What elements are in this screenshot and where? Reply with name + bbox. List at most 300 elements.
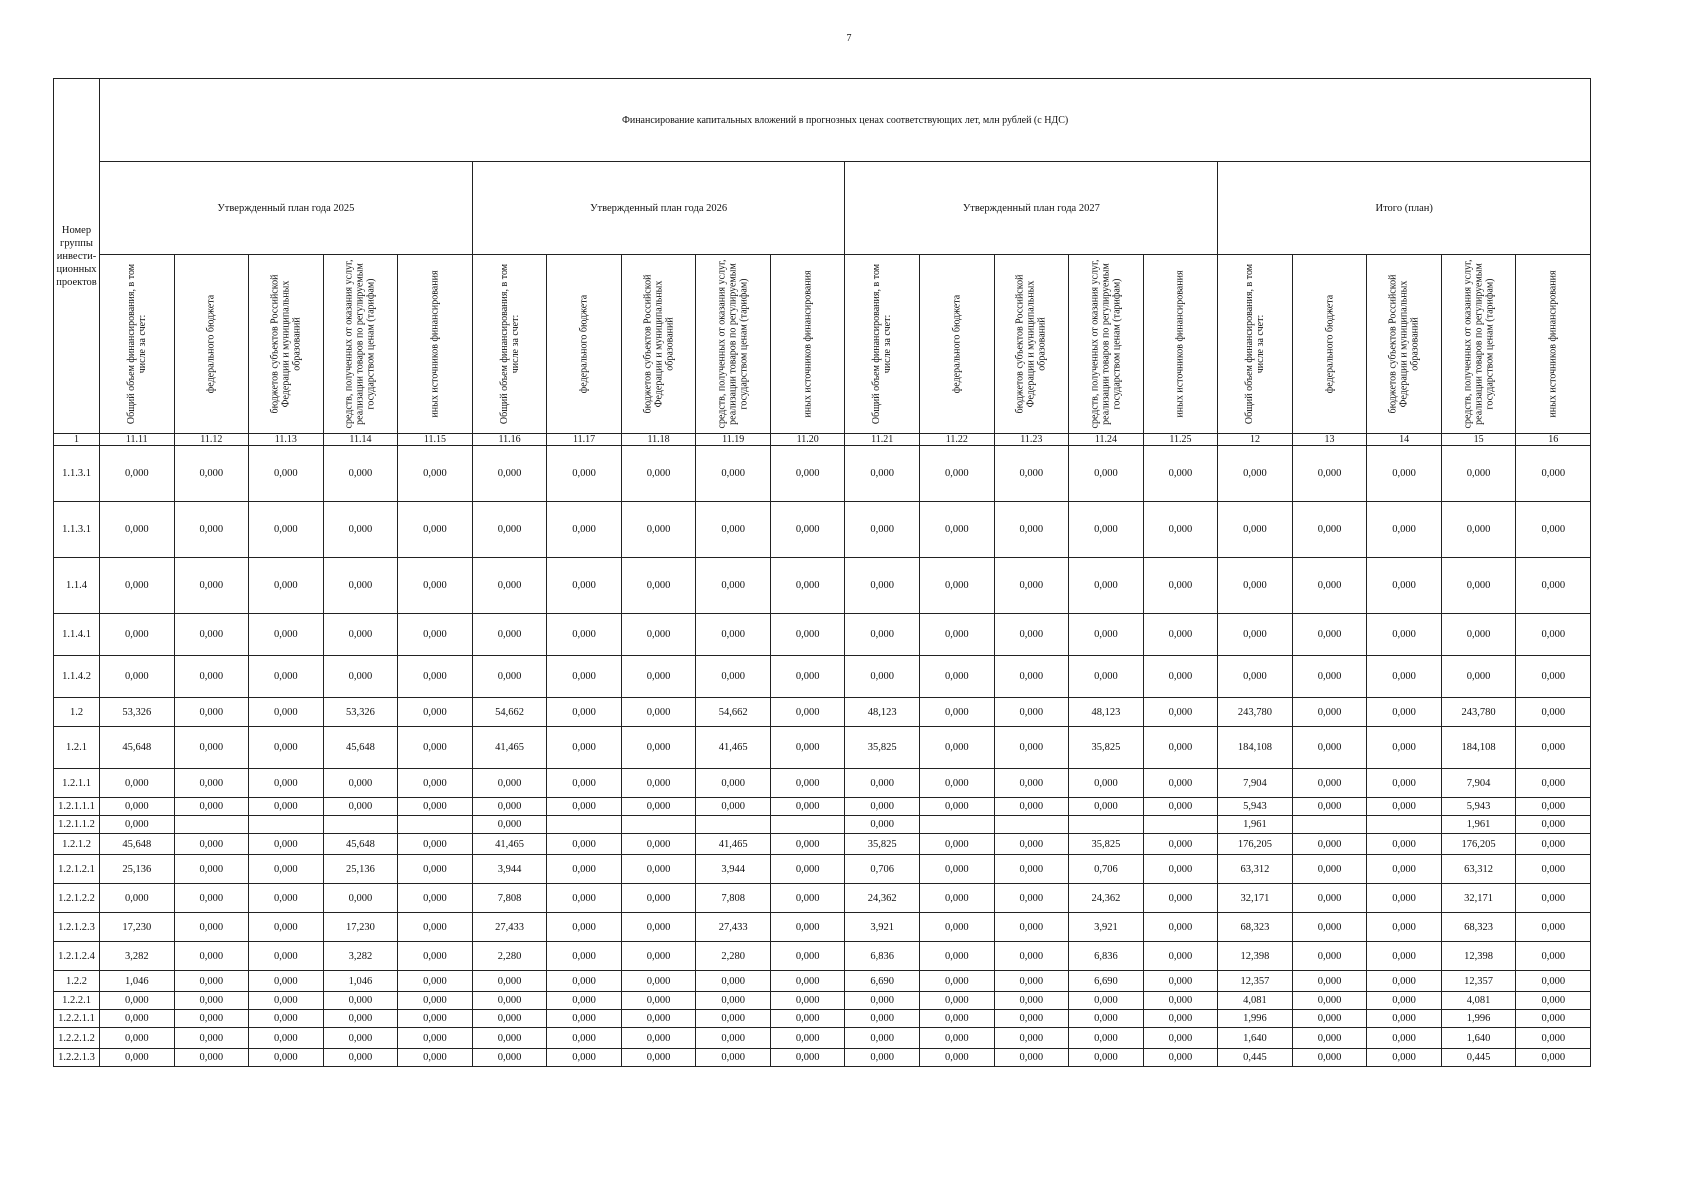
table-row: [54, 834, 1591, 855]
value-cell: 35,825: [845, 727, 920, 769]
value-cell: 0,000: [249, 1028, 324, 1049]
value-cell: 0,000: [621, 558, 696, 614]
value-cell: 0,000: [547, 855, 622, 884]
value-cell: 0,000: [174, 834, 249, 855]
value-cell: 0,000: [696, 502, 771, 558]
value-cell: 0,000: [1292, 1049, 1367, 1067]
value-cell: 0,000: [1367, 884, 1442, 913]
value-cell: 0,000: [920, 698, 995, 727]
value-cell: 0,000: [696, 798, 771, 816]
value-cell: 27,433: [472, 913, 547, 942]
value-cell: 0,000: [547, 992, 622, 1010]
value-cell: 0,000: [174, 727, 249, 769]
value-cell: 0,000: [994, 1049, 1069, 1067]
value-cell: 0,000: [100, 798, 175, 816]
value-cell: 0,000: [1069, 992, 1144, 1010]
sub-column-header: [696, 255, 771, 434]
value-cell: 0,000: [398, 727, 473, 769]
value-cell: 0,706: [845, 855, 920, 884]
value-cell: 12,398: [1441, 942, 1516, 971]
column-numbers-row: [54, 434, 1591, 446]
value-cell: [920, 816, 995, 834]
value-cell: 1,640: [1441, 1028, 1516, 1049]
sub-column-header: [1292, 255, 1367, 434]
value-cell: 0,000: [845, 446, 920, 502]
value-cell: 0,000: [1516, 446, 1591, 502]
table-row: [54, 913, 1591, 942]
value-cell: 0,000: [621, 942, 696, 971]
value-cell: 0,000: [1143, 614, 1218, 656]
value-cell: 53,326: [100, 698, 175, 727]
value-cell: 0,000: [249, 446, 324, 502]
sub-column-header: [472, 255, 547, 434]
value-cell: 3,921: [1069, 913, 1144, 942]
value-cell: 0,000: [547, 727, 622, 769]
sub-column-label: бюджетов субъектов Российской Федерации и муниципальных образований: [642, 274, 676, 414]
sub-column-label: иных источников финансирования: [1547, 270, 1559, 418]
value-cell: 0,000: [696, 992, 771, 1010]
value-cell: 0,000: [920, 942, 995, 971]
value-cell: 243,780: [1441, 698, 1516, 727]
sub-column-label: Общий объем финансирования, в том числе за счет:: [1243, 263, 1266, 425]
value-cell: 0,000: [1516, 502, 1591, 558]
value-cell: 0,000: [1292, 698, 1367, 727]
value-cell: [1367, 816, 1442, 834]
value-cell: 0,000: [1218, 558, 1293, 614]
value-cell: 0,000: [174, 798, 249, 816]
value-cell: 0,000: [100, 1049, 175, 1067]
value-cell: 0,000: [249, 992, 324, 1010]
sub-column-label: средств, полученных от оказания услуг, реализации товаров по регулируемым государством ценам (тарифам): [1462, 259, 1496, 429]
value-cell: 0,000: [249, 656, 324, 698]
table-row: [54, 698, 1591, 727]
value-cell: 0,000: [621, 727, 696, 769]
value-cell: 0,000: [994, 834, 1069, 855]
value-cell: 0,000: [994, 1010, 1069, 1028]
value-cell: 0,000: [1292, 913, 1367, 942]
value-cell: 0,000: [1516, 971, 1591, 992]
value-cell: 0,000: [398, 798, 473, 816]
year-group-header: Итого (план): [1218, 162, 1591, 255]
value-cell: 0,000: [547, 913, 622, 942]
sub-column-header: [1516, 255, 1591, 434]
sub-column-header: [323, 255, 398, 434]
value-cell: 0,000: [100, 992, 175, 1010]
value-cell: 0,000: [1516, 1049, 1591, 1067]
column-number-cell: 11.19: [696, 434, 771, 446]
table-row: [54, 769, 1591, 798]
value-cell: 0,000: [398, 1028, 473, 1049]
value-cell: 0,000: [845, 1010, 920, 1028]
table-row: [54, 1010, 1591, 1028]
value-cell: 0,000: [1143, 992, 1218, 1010]
year-group-header: Утвержденный план года 2027: [845, 162, 1218, 255]
page-number: 7: [846, 33, 852, 44]
value-cell: 35,825: [1069, 727, 1144, 769]
value-cell: 0,000: [323, 502, 398, 558]
value-cell: 0,000: [1441, 656, 1516, 698]
group-number-cell: 1.2.1.2.2: [54, 884, 100, 913]
value-cell: 0,000: [696, 971, 771, 992]
value-cell: 0,000: [994, 913, 1069, 942]
value-cell: 0,000: [323, 798, 398, 816]
value-cell: 0,000: [621, 1010, 696, 1028]
sub-column-header: [920, 255, 995, 434]
value-cell: [323, 816, 398, 834]
value-cell: 0,000: [1516, 1010, 1591, 1028]
value-cell: 0,000: [1218, 656, 1293, 698]
value-cell: 0,000: [1367, 834, 1442, 855]
table-body: [54, 446, 1591, 1067]
value-cell: 0,000: [994, 558, 1069, 614]
value-cell: [547, 816, 622, 834]
sub-column-label: средств, полученных от оказания услуг, реализации товаров по регулируемым государством ценам (тарифам): [343, 259, 377, 429]
value-cell: 0,000: [770, 446, 845, 502]
value-cell: 0,000: [249, 884, 324, 913]
table-row: [54, 798, 1591, 816]
value-cell: 0,000: [621, 913, 696, 942]
value-cell: 0,000: [1292, 942, 1367, 971]
value-cell: 7,808: [696, 884, 771, 913]
value-cell: 0,000: [621, 1049, 696, 1067]
value-cell: 0,000: [472, 1049, 547, 1067]
value-cell: 0,000: [1516, 913, 1591, 942]
value-cell: 0,000: [1292, 614, 1367, 656]
value-cell: 0,000: [249, 769, 324, 798]
sub-column-label: иных источников финансирования: [429, 270, 441, 418]
value-cell: 0,000: [1516, 769, 1591, 798]
value-cell: 68,323: [1218, 913, 1293, 942]
value-cell: 0,000: [398, 558, 473, 614]
value-cell: 0,000: [547, 614, 622, 656]
column-number-cell: 11.24: [1069, 434, 1144, 446]
value-cell: 0,000: [1069, 446, 1144, 502]
sub-column-label: федерального бюджета: [951, 294, 963, 394]
value-cell: 0,000: [398, 913, 473, 942]
value-cell: 0,000: [770, 855, 845, 884]
value-cell: 0,000: [174, 884, 249, 913]
value-cell: 0,000: [770, 913, 845, 942]
sub-column-header: [845, 255, 920, 434]
sub-column-header: [621, 255, 696, 434]
value-cell: 0,000: [994, 798, 1069, 816]
value-cell: 45,648: [100, 727, 175, 769]
sub-column-label: средств, полученных от оказания услуг, реализации товаров по регулируемым государством ценам (тарифам): [716, 259, 750, 429]
table-row: [54, 1028, 1591, 1049]
value-cell: 0,000: [398, 769, 473, 798]
value-cell: 0,000: [1143, 769, 1218, 798]
value-cell: 0,000: [249, 971, 324, 992]
value-cell: 1,996: [1441, 1010, 1516, 1028]
value-cell: 0,000: [1441, 614, 1516, 656]
value-cell: [398, 816, 473, 834]
value-cell: 0,000: [1143, 884, 1218, 913]
value-cell: 0,000: [1218, 614, 1293, 656]
value-cell: 0,000: [323, 1028, 398, 1049]
value-cell: 0,000: [472, 769, 547, 798]
value-cell: 0,000: [174, 614, 249, 656]
value-cell: 0,000: [323, 558, 398, 614]
value-cell: 0,000: [100, 614, 175, 656]
value-cell: 243,780: [1218, 698, 1293, 727]
sub-column-label: бюджетов субъектов Российской Федерации и муниципальных образований: [1387, 274, 1421, 414]
value-cell: 0,000: [920, 884, 995, 913]
table-row: [54, 558, 1591, 614]
value-cell: 0,000: [1143, 446, 1218, 502]
value-cell: 0,000: [770, 942, 845, 971]
value-cell: 0,000: [1292, 656, 1367, 698]
value-cell: 0,000: [920, 656, 995, 698]
value-cell: 0,000: [1218, 446, 1293, 502]
value-cell: 0,000: [100, 1010, 175, 1028]
value-cell: 0,000: [398, 834, 473, 855]
value-cell: 0,000: [696, 656, 771, 698]
value-cell: 54,662: [696, 698, 771, 727]
value-cell: 0,000: [845, 558, 920, 614]
value-cell: 0,000: [1143, 698, 1218, 727]
value-cell: 0,000: [1367, 614, 1442, 656]
table-row: [54, 656, 1591, 698]
sub-column-header: [249, 255, 324, 434]
value-cell: 0,000: [770, 502, 845, 558]
value-cell: 184,108: [1441, 727, 1516, 769]
main-title-header: Финансирование капитальных вложений в прогнозных ценах соответствующих лет, млн рублей (с НДС): [100, 79, 1591, 162]
value-cell: 0,000: [100, 816, 175, 834]
value-cell: [1069, 816, 1144, 834]
value-cell: 0,000: [621, 834, 696, 855]
value-cell: 0,000: [323, 1010, 398, 1028]
value-cell: 0,000: [1292, 992, 1367, 1010]
value-cell: 0,000: [100, 502, 175, 558]
table-row: [54, 502, 1591, 558]
value-cell: 0,000: [398, 446, 473, 502]
value-cell: 0,000: [398, 855, 473, 884]
value-cell: 0,000: [249, 798, 324, 816]
value-cell: 0,000: [770, 656, 845, 698]
value-cell: 0,000: [547, 446, 622, 502]
value-cell: 0,000: [845, 769, 920, 798]
value-cell: 0,000: [174, 942, 249, 971]
value-cell: 0,000: [994, 614, 1069, 656]
value-cell: [1143, 816, 1218, 834]
value-cell: 0,000: [547, 834, 622, 855]
value-cell: 1,961: [1218, 816, 1293, 834]
value-cell: 5,943: [1441, 798, 1516, 816]
value-cell: 0,000: [174, 502, 249, 558]
value-cell: 0,000: [770, 971, 845, 992]
value-cell: 0,000: [1367, 992, 1442, 1010]
value-cell: 0,000: [249, 614, 324, 656]
value-cell: 184,108: [1218, 727, 1293, 769]
value-cell: 0,000: [174, 698, 249, 727]
value-cell: 0,000: [1069, 502, 1144, 558]
value-cell: 0,000: [249, 855, 324, 884]
value-cell: 0,000: [174, 1010, 249, 1028]
value-cell: 0,000: [249, 834, 324, 855]
value-cell: 0,000: [1143, 1028, 1218, 1049]
value-cell: 0,000: [1069, 656, 1144, 698]
value-cell: 0,000: [323, 656, 398, 698]
value-cell: 0,000: [994, 992, 1069, 1010]
value-cell: 0,000: [696, 1049, 771, 1067]
value-cell: 0,000: [398, 971, 473, 992]
value-cell: 0,000: [920, 769, 995, 798]
value-cell: 0,000: [920, 446, 995, 502]
value-cell: 0,000: [249, 942, 324, 971]
sub-column-header: [1218, 255, 1293, 434]
group-number-cell: 1.1.3.1: [54, 446, 100, 502]
value-cell: 0,000: [1069, 1028, 1144, 1049]
value-cell: 0,000: [1516, 558, 1591, 614]
value-cell: 0,000: [920, 1010, 995, 1028]
value-cell: 0,000: [621, 971, 696, 992]
value-cell: 0,000: [174, 656, 249, 698]
value-cell: 0,000: [1367, 769, 1442, 798]
value-cell: 0,000: [770, 1010, 845, 1028]
value-cell: 0,000: [845, 992, 920, 1010]
value-cell: 0,000: [1516, 1028, 1591, 1049]
value-cell: 0,000: [547, 1028, 622, 1049]
value-cell: 0,000: [1367, 942, 1442, 971]
value-cell: 0,000: [696, 446, 771, 502]
value-cell: 0,000: [1143, 855, 1218, 884]
value-cell: 0,000: [1367, 558, 1442, 614]
value-cell: 0,000: [1516, 816, 1591, 834]
value-cell: 1,046: [323, 971, 398, 992]
value-cell: 6,690: [1069, 971, 1144, 992]
value-cell: 0,000: [1516, 834, 1591, 855]
value-cell: 45,648: [323, 834, 398, 855]
sub-column-label: федерального бюджета: [205, 294, 217, 394]
value-cell: 54,662: [472, 698, 547, 727]
sub-column-label: средств, полученных от оказания услуг, реализации товаров по регулируемым государством ценам (тарифам): [1089, 259, 1123, 429]
value-cell: 41,465: [696, 834, 771, 855]
sub-column-header: [1143, 255, 1218, 434]
value-cell: 24,362: [845, 884, 920, 913]
sub-column-header: [1367, 255, 1442, 434]
sub-column-header: [1069, 255, 1144, 434]
value-cell: 6,836: [845, 942, 920, 971]
value-cell: 0,000: [472, 798, 547, 816]
value-cell: 35,825: [845, 834, 920, 855]
value-cell: 0,000: [1367, 727, 1442, 769]
value-cell: 6,690: [845, 971, 920, 992]
value-cell: 0,000: [770, 1028, 845, 1049]
value-cell: 0,000: [845, 502, 920, 558]
value-cell: 4,081: [1441, 992, 1516, 1010]
group-number-cell: 1.2.1.1: [54, 769, 100, 798]
value-cell: 0,000: [1143, 798, 1218, 816]
value-cell: 35,825: [1069, 834, 1144, 855]
group-number-cell: 1.2.2.1.1: [54, 1010, 100, 1028]
value-cell: 0,000: [770, 698, 845, 727]
value-cell: 12,357: [1218, 971, 1293, 992]
value-cell: 0,000: [1292, 727, 1367, 769]
table-row: [54, 971, 1591, 992]
value-cell: 0,000: [696, 614, 771, 656]
value-cell: 0,000: [920, 992, 995, 1010]
value-cell: 0,000: [994, 502, 1069, 558]
table-row: [54, 727, 1591, 769]
table-row: [54, 446, 1591, 502]
value-cell: 0,000: [398, 502, 473, 558]
column-number-cell: 11.15: [398, 434, 473, 446]
value-cell: 0,000: [845, 1028, 920, 1049]
table-row: [54, 942, 1591, 971]
group-number-cell: 1.2.2.1.2: [54, 1028, 100, 1049]
sub-column-header: [547, 255, 622, 434]
group-number-cell: 1.2.2: [54, 971, 100, 992]
value-cell: 0,000: [100, 884, 175, 913]
value-cell: 0,000: [770, 769, 845, 798]
value-cell: 0,000: [249, 502, 324, 558]
group-number-header: Номер группы инвести-ционных проектов: [54, 79, 100, 434]
value-cell: 0,000: [547, 656, 622, 698]
value-cell: 0,000: [1069, 798, 1144, 816]
value-cell: 0,000: [1143, 834, 1218, 855]
column-number-cell: 11.16: [472, 434, 547, 446]
value-cell: 0,000: [994, 942, 1069, 971]
value-cell: 5,943: [1218, 798, 1293, 816]
table-row: [54, 884, 1591, 913]
value-cell: 0,000: [621, 656, 696, 698]
value-cell: 0,000: [249, 558, 324, 614]
value-cell: 0,000: [845, 1049, 920, 1067]
value-cell: 0,000: [323, 446, 398, 502]
value-cell: 41,465: [696, 727, 771, 769]
value-cell: 0,000: [323, 992, 398, 1010]
sub-column-label: федерального бюджета: [578, 294, 590, 394]
value-cell: 0,000: [1143, 727, 1218, 769]
value-cell: 3,944: [696, 855, 771, 884]
value-cell: 0,000: [472, 992, 547, 1010]
value-cell: 0,000: [1367, 502, 1442, 558]
value-cell: 0,000: [770, 992, 845, 1010]
value-cell: 0,000: [1441, 558, 1516, 614]
column-number-cell: 11.13: [249, 434, 324, 446]
value-cell: 0,000: [920, 558, 995, 614]
value-cell: 0,000: [249, 727, 324, 769]
value-cell: 0,000: [920, 855, 995, 884]
value-cell: 0,000: [1367, 1028, 1442, 1049]
value-cell: 0,445: [1218, 1049, 1293, 1067]
column-number-cell: 11.21: [845, 434, 920, 446]
value-cell: 0,000: [1069, 614, 1144, 656]
value-cell: 0,000: [920, 798, 995, 816]
value-cell: [696, 816, 771, 834]
value-cell: 0,000: [472, 656, 547, 698]
value-cell: 0,000: [1516, 698, 1591, 727]
value-cell: 7,904: [1441, 769, 1516, 798]
value-cell: 63,312: [1441, 855, 1516, 884]
value-cell: 0,000: [100, 446, 175, 502]
value-cell: 0,000: [920, 971, 995, 992]
value-cell: 0,000: [621, 698, 696, 727]
year-group-header: Утвержденный план года 2025: [100, 162, 473, 255]
column-number-cell: 11.12: [174, 434, 249, 446]
value-cell: 0,000: [547, 558, 622, 614]
value-cell: 0,000: [174, 558, 249, 614]
table-row: [54, 816, 1591, 834]
value-cell: 0,000: [770, 1049, 845, 1067]
value-cell: 48,123: [1069, 698, 1144, 727]
value-cell: 0,000: [920, 834, 995, 855]
value-cell: 0,000: [1292, 884, 1367, 913]
sub-column-label: иных источников финансирования: [1174, 270, 1186, 418]
value-cell: 0,000: [1143, 558, 1218, 614]
value-cell: 0,000: [994, 698, 1069, 727]
value-cell: 0,000: [770, 884, 845, 913]
